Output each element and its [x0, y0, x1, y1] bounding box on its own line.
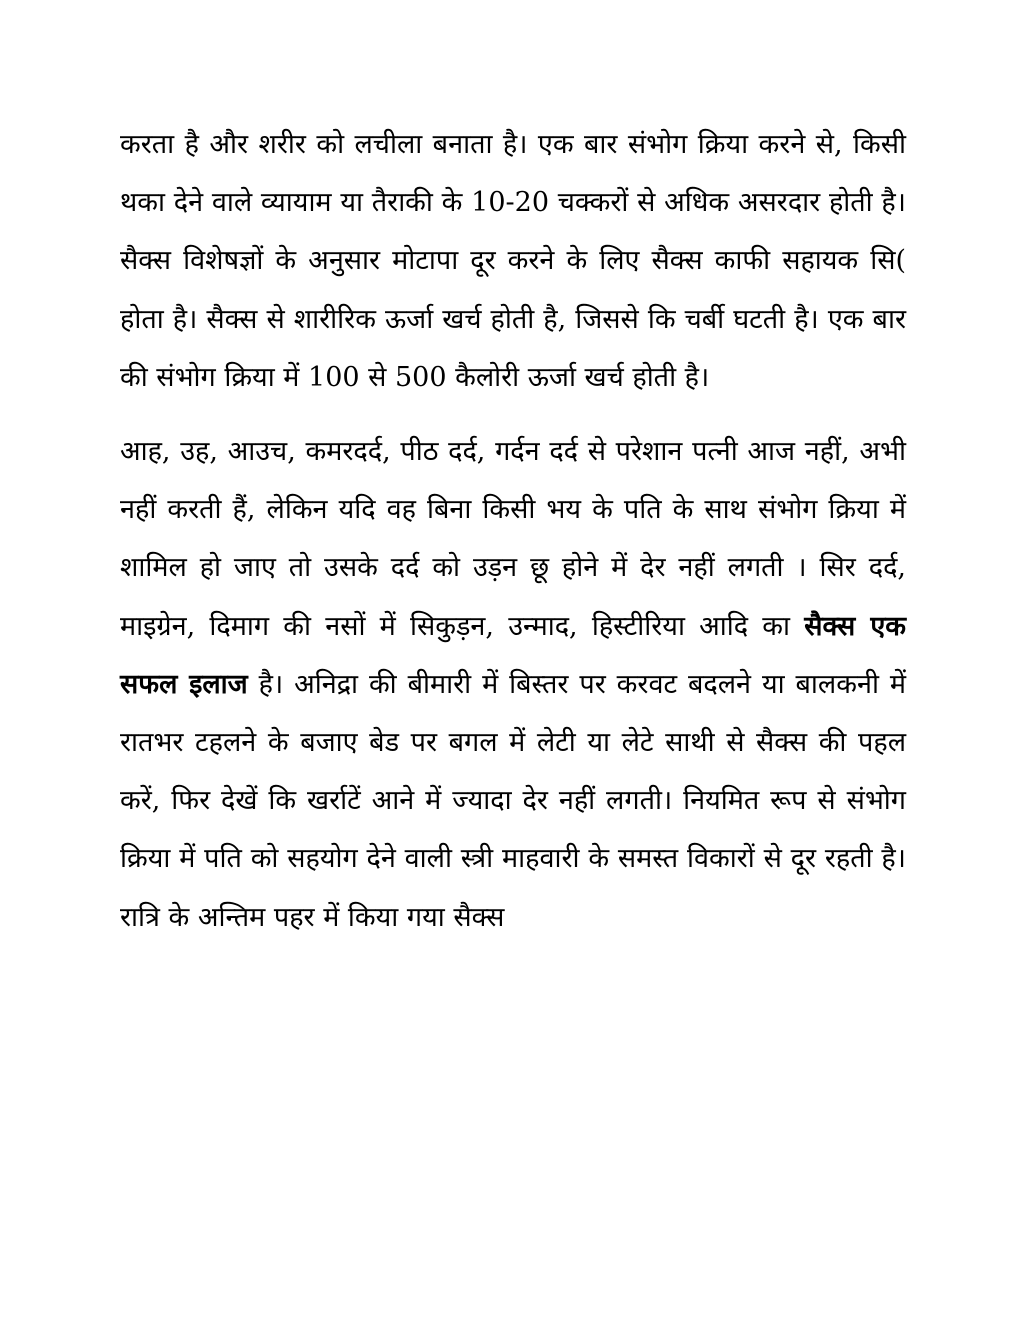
paragraph-2-bold-phrase: सैक्स एक सफल इलाज	[120, 610, 906, 700]
paragraph-2-text-after: है। अनिद्रा की बीमारी में बिस्तर पर करवट बदलने या बालकनी में रातभर टहलने के बजाए बेड पर बगल में लेटी या लेटे साथी से सैक्स की पहल करें, फिर देखें कि खर्राटें आने में ज्यादा देर नहीं लगती। नियमित रूप से संभोग क्रिया में पति को सहयोग देने वाली स्त्री माहवारी के समस्त विकारों से दूर रहती है। रात्रि के अन्तिम पहर में किया गया सैक्स	[120, 668, 906, 933]
page-body	[120, 116, 906, 947]
paragraph-1	[120, 116, 906, 407]
paragraph-2	[120, 423, 906, 947]
paragraph-2-text-before: आह, उह, आउच, कमरदर्द, पीठ दर्द, गर्दन दर्द से परेशान पत्नी आज नहीं, अभी नहीं करती हैं, लेकिन यदि वह बिना किसी भय के पति के साथ संभोग क्रिया में शामिल हो जाए तो उसके दर्द को उड़न छू होने में देर नहीं लगती । सिर दर्द, माइग्रेन, दिमाग की नसों में सिकुड़न, उन्माद, हिस्टीरिया आदि का	[120, 436, 906, 642]
paragraph-1-text: करता है और शरीर को लचीला बनाता है। एक बार संभोग क्रिया करने से, किसी थका देने वाले व्यायाम या तैराकी के 10-20 चक्करों से अधिक असरदार होती है। सैक्स विशेषज्ञों के अनुसार मोटापा दूर करने के लिए सैक्स काफी सहायक सि( होता है। सैक्स से शारीरिक ऊर्जा खर्च होती है, जिससे कि चर्बी घटती है। एक बार की संभोग क्रिया में 100 से 500 कैलोरी ऊर्जा खर्च होती है।	[120, 129, 906, 393]
